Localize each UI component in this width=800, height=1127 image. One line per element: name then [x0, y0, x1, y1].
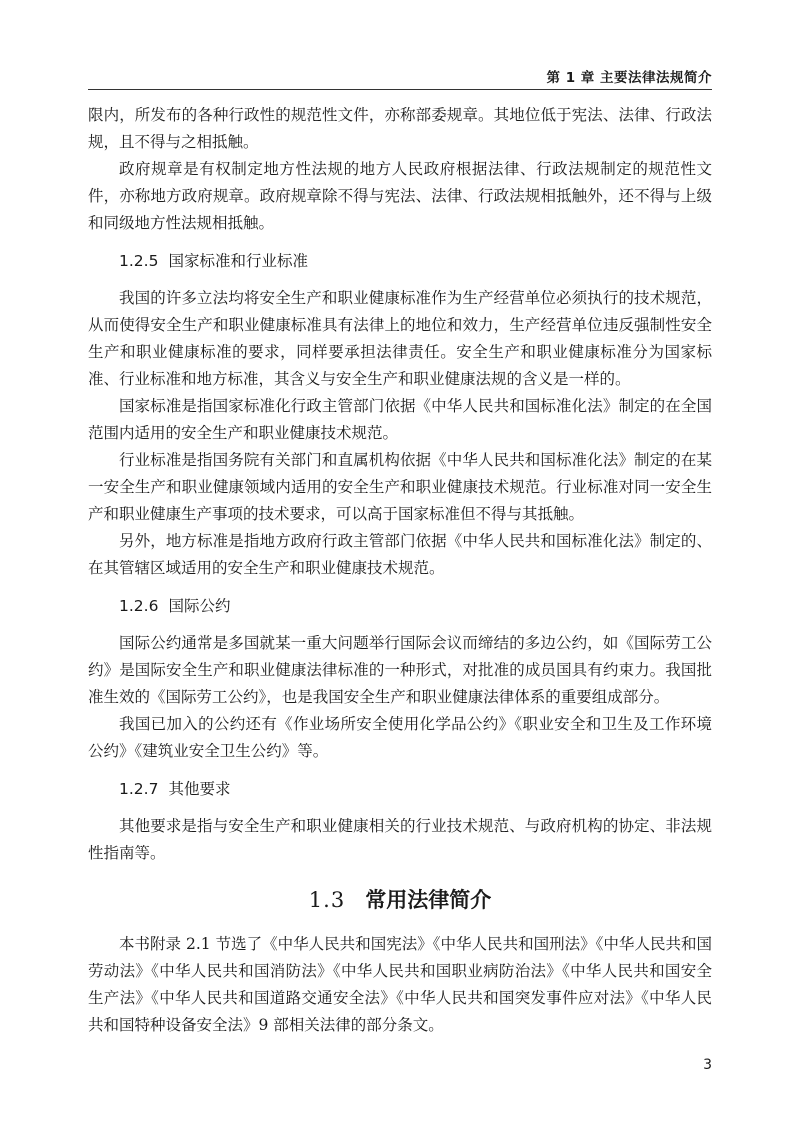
section-title: 国际公约 — [168, 597, 231, 615]
section-number: 1.2.6 — [119, 597, 159, 615]
page-body — [88, 102, 712, 1039]
section-title: 其他要求 — [168, 780, 231, 798]
section-heading-1-2-7 — [88, 777, 712, 801]
section-title: 国家标准和行业标准 — [168, 252, 308, 270]
section-number: 1.2.5 — [119, 252, 159, 270]
section-title: 常用法律简介 — [365, 887, 492, 912]
paragraph-national-standard: 国家标准是指国家标准化行政主管部门依据《中华人民共和国标准化法》制定的在全国范围内适用的安全生产和职业健康技术规范。 — [88, 397, 712, 442]
paragraph-joined-conventions: 我国已加入的公约还有《作业场所安全使用化学品公约》《职业安全和卫生及工作环境公约》《建筑业安全卫生公约》等。 — [88, 715, 712, 760]
section-heading-1-2-6 — [88, 594, 712, 618]
section-heading-1-3 — [88, 885, 712, 915]
paragraph-international-conventions: 国际公约通常是多国就某一重大问题举行国际会议而缔结的多边公约，如《国际劳工公约》是国际安全生产和职业健康法律标准的一种形式，对批准的成员国具有约束力。我国批准生效的《国际劳工公约》，也是我国安全生产和职业健康法律体系的重要组成部分。 — [88, 634, 712, 706]
header-rule — [88, 89, 712, 90]
paragraph-continued: 限内，所发布的各种行政性的规范性文件，亦称部委规章。其地位低于宪法、法律、行政法规，且不得与之相抵触。 — [88, 106, 712, 151]
paragraph-common-laws: 本书附录 2.1 节选了《中华人民共和国宪法》《中华人民共和国刑法》《中华人民共和国劳动法》《中华人民共和国消防法》《中华人民共和国职业病防治法》《中华人民共和国安全生产法》《中华人民共和国道路交通安全法》《中华人民共和国突发事件应对法》《中华人民共和国特种设备安全法》9 部相关法律的部分条文。 — [88, 935, 712, 1034]
paragraph-industry-standard: 行业标准是指国务院有关部门和直属机构依据《中华人民共和国标准化法》制定的在某一安全生产和职业健康领域内适用的安全生产和职业健康技术规范。行业标准对同一安全生产和职业健康生产事项的技术要求，可以高于国家标准但不得与其抵触。 — [88, 451, 712, 523]
paragraph-other-requirements: 其他要求是指与安全生产和职业健康相关的行业技术规范、与政府机构的协定、非法规性指南等。 — [88, 817, 712, 862]
section-number: 1.3 — [308, 888, 346, 912]
paragraph-standards-intro: 我国的许多立法均将安全生产和职业健康标准作为生产经营单位必须执行的技术规范，从而使得安全生产和职业健康标准具有法律上的地位和效力，生产经营单位违反强制性安全生产和职业健康标准的要求，同样要承担法律责任。安全生产和职业健康标准分为国家标准、行业标准和地方标准，其含义与安全生产和职业健康法规的含义是一样的。 — [88, 289, 712, 388]
page-number: 3 — [703, 1057, 712, 1073]
section-heading-1-2-5 — [88, 249, 712, 273]
paragraph-local-standard: 另外，地方标准是指地方政府行政主管部门依据《中华人民共和国标准化法》制定的、在其管辖区域适用的安全生产和职业健康技术规范。 — [88, 532, 712, 577]
running-header: 第 1 章 主要法律法规简介 — [546, 70, 712, 86]
section-number: 1.2.7 — [119, 780, 159, 798]
paragraph-government-rules: 政府规章是有权制定地方性法规的地方人民政府根据法律、行政法规制定的规范性文件，亦称地方政府规章。政府规章除不得与宪法、法律、行政法规相抵触外，还不得与上级和同级地方性法规相抵触。 — [88, 160, 712, 232]
